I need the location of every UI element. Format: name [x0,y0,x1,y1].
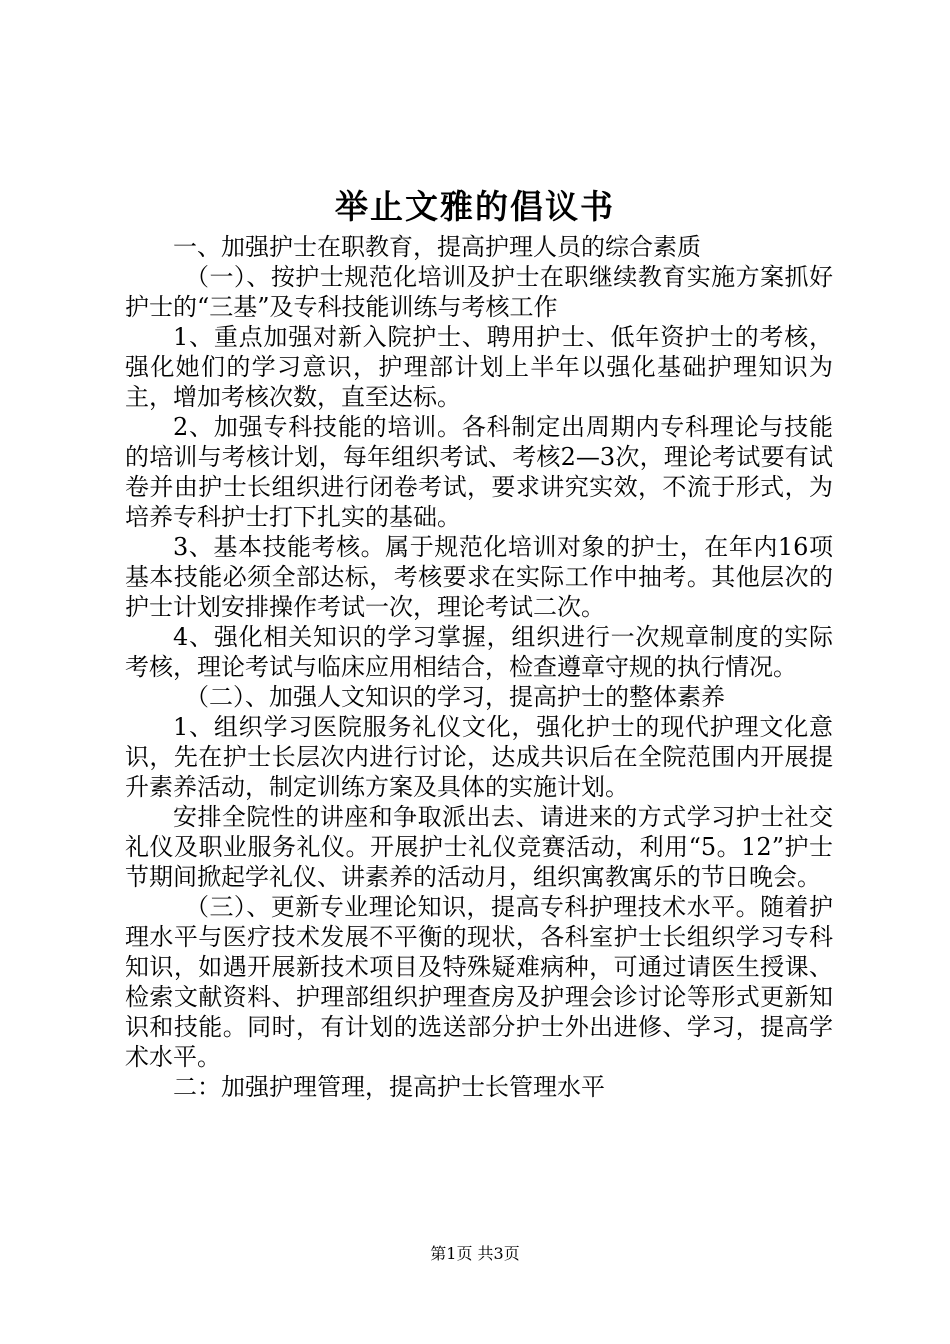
body-paragraph: 2、加强专科技能的培训。各科制定出周期内专科理论与技能的培训与考核计划，每年组织考试、考核2—3次，理论考试要有试卷并由护士长组织进行闭卷考试，要求讲究实效，不流于形式，为培养专科护士打下扎实的基础。 [125,413,833,531]
document-body [125,232,833,1102]
subsection-heading: （一）、按护士规范化培训及护士在职继续教育实施方案抓好护士的“三基”及专科技能训练与考核工作 [125,263,833,321]
page-number-footer: 第1页 共3页 [430,1244,520,1263]
body-paragraph: 3、基本技能考核。属于规范化培训对象的护士，在年内16项基本技能必须全部达标，考核要求在实际工作中抽考。其他层次的护士计划安排操作考试一次，理论考试二次。 [125,533,833,621]
subsection-heading: （二）、加强人文知识的学习，提高护士的整体素养 [185,683,725,711]
body-paragraph: 1、组织学习医院服务礼仪文化，强化护士的现代护理文化意识，先在护士长层次内进行讨论，达成共识后在全院范围内开展提升素养活动，制定训练方案及具体的实施计划。 [125,713,833,801]
subsection-paragraph: （三）、更新专业理论知识，提高专科护理技术水平。随着护理水平与医疗技术发展不平衡的现状，各科室护士长组织学习专科知识，如遇开展新技术项目及特殊疑难病种，可通过请医生授课、检索文献资料、护理部组织护理查房及护理会诊讨论等形式更新知识和技能。同时，有计划的选送部分护士外出进修、学习，提高学术水平。 [125,893,833,1071]
body-paragraph: 1、重点加强对新入院护士、聘用护士、低年资护士的考核，强化她们的学习意识，护理部计划上半年以强化基础护理知识为主，增加考核次数，直至达标。 [125,323,833,411]
body-paragraph: 安排全院性的讲座和争取派出去、请进来的方式学习护士社交礼仪及职业服务礼仪。开展护士礼仪竞赛活动，利用“5。12”护士节期间掀起学礼仪、讲素养的活动月，组织寓教寓乐的节日晚会。 [125,803,833,891]
section-heading: 一、加强护士在职教育，提高护理人员的综合素质 [173,233,701,261]
document-title: 举止文雅的倡议书 [335,187,615,226]
body-paragraph: 4、强化相关知识的学习掌握，组织进行一次规章制度的实际考核，理论考试与临床应用相结合，检查遵章守规的执行情况。 [125,623,833,681]
section-heading: 二：加强护理管理，提高护士长管理水平 [173,1073,605,1101]
